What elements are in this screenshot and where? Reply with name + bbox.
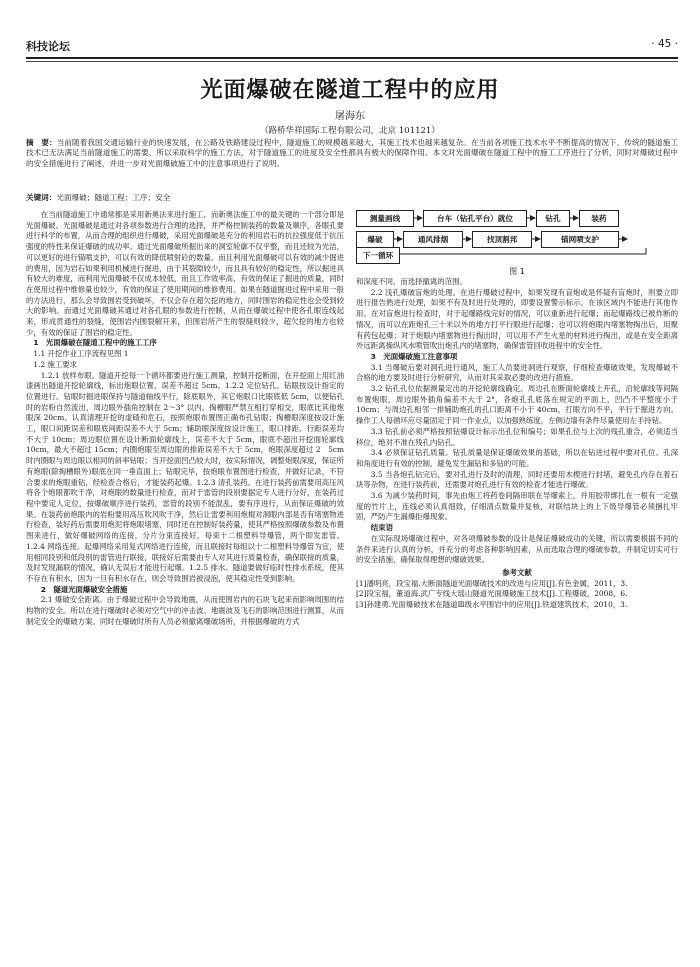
section-3-4-paragraph: 3.4 必须保证钻孔质量。钻孔质量是保证爆破效果的基础，所以在钻进过程中要对孔位、孔深和角度进行有效的控制，避免发生漏钻和多钻的可能。 [356, 448, 678, 468]
article-title: 光面爆破在隧道工程中的应用 [200, 78, 500, 103]
references-heading: 参考文献 [502, 567, 532, 577]
box-next-cycle: 下一循环 [356, 247, 400, 264]
section-3-5-paragraph: 3.5 当各炮孔钻完后，要对孔进行及时的清理，同时还要用木楔进行封堵，避免孔内存在着石块等杂物，在进行装药前，还需要对炮孔进行有效的检查才能进行爆破。 [356, 469, 678, 490]
box-drilling: 钻孔 [536, 210, 570, 227]
running-header [26, 38, 678, 56]
box-platform-position: 台车（钻孔平台）就位 [423, 210, 527, 227]
keywords [26, 193, 678, 203]
header-rule-thick [26, 57, 678, 59]
box-ventilation: 通风排烟 [403, 231, 463, 248]
figure-caption: 图 1 [509, 267, 525, 276]
journal-name: 科技论坛 [26, 40, 70, 53]
box-anchor-support: 锚网喷支护 [541, 231, 619, 248]
abstract [26, 138, 678, 169]
header-rule-thin [26, 61, 678, 62]
section-1-heading: 1 光面爆破在隧道工程中的施工工序 [33, 338, 157, 348]
section-2-2-paragraph: 2.2 浅孔爆破盲炮的处理。在进行爆破过程中，如果发现有盲炮或是怀疑有盲炮时，则要立即进行报告熟进行处理，如果不有及时进行处理的，即要设置警示标示，在该区域内不能进行其他作用。在对盲炮进行检查时，对于起爆路线完好的情况，可以重新进行起爆；而起爆路线已被炸断的情况，而可以在距炮孔三十米以外的地方打平行眼进行起爆；也可以将炮眼内堵塞物掏出后，用聚有药包起爆；对于炮眼内堵塞物进行掏出时，可以用不产生火星的材料进行掏出，或是在安全距离外远距离操纵风水喷管吹出炮孔内的堵塞物，确保雷管回收进程中的安全性。 [356, 287, 678, 351]
section-3-3-paragraph: 3.3 钻孔前必须严格按照钻爆设计标示出孔位和编号；如果孔位与上次的残孔重合，必须适当移位，绝对不准在残孔内钻孔。 [356, 426, 678, 447]
box-blasting: 爆破 [356, 231, 394, 248]
section-3-heading: 3 光面爆破施工注意事项 [370, 351, 458, 361]
section-2-1-paragraph: 2.1 爆破安全距离。由于爆破过程中会导致地震，从而使围岩内的石块飞起来而影响周围的结构物的安全。所以在进行爆破时必须对空气中的冲击波、地震波及飞石的影响范围进行测算，从而制定安全的爆破方案。同时在爆破时所有人员必须撤离爆破场所，并根据爆破的方式 [26, 595, 344, 626]
section-1-2-heading: 1.2 施工要求 [33, 359, 78, 369]
left-column [26, 210, 344, 948]
figure-1-flowchart [356, 210, 678, 264]
section-2-1-continued: 和深度不同，而选择撤离的范围。 [356, 277, 467, 286]
intro-paragraph: 在当前隧道施工中通常都是采用新奥法来进行施工，而新奥法施工中的最关键的一个部分即是光面爆破。光面爆破是通过对各项参数进行合理的选择，并严格控制装药的数量及顺序，各眼孔要进行科学的布置，从而合理的组织进行爆破，采用光面爆破是充分的利用岩石的抗拉强度低于抗压强度的特性来保证爆破的成功率。通过光面爆破所掘出来的洞室轮廓不仅平整，而且还较为光洁，可以更好的进行锚喷支护，可以有效的降低喷射砼的数量。而且利用光面爆破可以有效的减少掘进的费用，因为岩石如果利用机械进行掘进，由于其裂隙较少，而且具有较好的稳定性，所以掘进具有较大的难度，而利用光面爆破不仅成本较低，而且工作效率高，有效的保证了掘进的质量，同时在使用过程中维修量也较少，有效的保证了使用期间的维修费用。如果在隧道掘进过程中采用一般的方法进行，那么会导致围岩受到破坏，不仅会存在超欠挖的地方，同时围岩的稳定性也会受到较大的影响。而通过光面爆破其通过对各孔眼的参数进行控制，从而在爆破过程中使各孔眼连线起来，形成贯通性的裂缝，使围岩内围裂解开来，但围岩所产生的裂缝则较少，超欠挖的地方也较少，有效的保证了围岩的稳定性。 [26, 210, 344, 337]
section-3-1-paragraph: 3.1 当爆破后要对洞孔进行通风，施工人员要进洞进行观察，仔细检查爆破效果，发现爆破不合格的地方要及时进行分析研究，从而对其采取必要的改进行措施。 [356, 362, 678, 383]
page-number: · 45 · [651, 38, 678, 50]
conclusion-paragraph: 在实际现场爆破过程中，对各项爆破参数的设计是保证爆破成功的关键，所以需要根据不同的条件来进行认真的分析，并充分的考虑各种影响因素，从而选取合理的爆破参数，并制定切实可行的安全措施，确保取得理想的爆破效果。 [356, 533, 678, 565]
box-scaling: 找顶割邦 [472, 231, 532, 248]
reference-3: [3]孙建勇.光面爆破技术在隧道Ⅲ级水平围岩中的应用[J].铁道建筑技术，2010，3. [356, 600, 628, 610]
conclusion-heading: 结束语 [370, 523, 393, 533]
article-author: 屠海东 [335, 111, 365, 122]
reference-2: [2]段宝福，董道海.武广专线大瑶山隧道光面爆破施工技术[J].工程爆破，2008，6. [356, 589, 628, 599]
box-survey-marking: 测量画线 [356, 210, 414, 227]
article-affiliation: （路桥华祥国际工程有限公司，北京 101121） [260, 126, 440, 136]
reference-1: [1]潘明亮，段宝福.大断面隧道光面爆破技术的改进与应用[J].有色金属，2011，3. [356, 578, 628, 588]
section-2-heading: 2 隧道光面爆破安全措施 [40, 584, 128, 594]
section-3-2-paragraph: 3.2 钻孔孔位依据测量定出的开挖轮廓线确定。周边孔在断面轮廓线上开孔，沿轮廓线等间隔布置炮眼，周边眼外插角偏差不大于 2°，各炮孔孔底落在规定的平面上，凹凸不平整度小于 10cm；与周边孔相邻一排辅助炮孔的孔口距离不小于 40cm，打眼方向不平，平行于掘进方向。操作工人每循环应尽量固定于同一作业点，以加强熟练度，左侧边墙有条件尽量使用左手持钻。 [356, 384, 678, 426]
section-3-6-paragraph: 3.6 为减少装药时间，事先由炮工将药卷间隔串联在导爆索上，并用胶带绑扎在一根有一定强度的竹片上，连线必须认真细致，仔细清点数量并复核，对联结块上的上下级导爆管必须捆扎牢固，严防产生漏爆拒爆现象。 [356, 491, 678, 522]
keywords-label: 关键词： [26, 193, 57, 202]
abstract-label: 摘 要： [26, 138, 57, 147]
box-charging: 装药 [579, 210, 619, 227]
section-1-1-heading: 1.1 开挖作业工序流程见图 1 [33, 349, 129, 359]
section-1-2-paragraph: 1.2.1 放样布眼。隧道开挖每一个循环都要进行施工测量，控制开挖断面，在开挖面上用红油漆画出隧道开挖轮廓线，标出炮眼位置，误差不超过 5cm。1.2.2 定位钻孔。钻眼按设计指定的位置进行。钻眼时掘进眼保持与隧道轴线平行，除底眼外，其它炮眼口比眼底低 5cm，以便钻孔时的岩粉自然流出，周边眼外插角控制在 2～3° 以内。掏槽眼严禁互相打穿相交，眼底比其他炮眼深 20cm。认真清理开挖的虚碴和危石，按照炮眼布置图正确布孔钻眼；掏槽眼深度按设计施工，眼口间距误差和眼底间距误差不大于 5cm；辅助眼深度按设计施工，眼口排距、行距误差均不大于 10cm；周边眼位置在设计断面轮廓线上，误差不大于 5cm，眼底不超出开挖面轮廓线 10cm，最大不超过 15cm；内圈炮眼至周边眼的排距误差不大于 5cm，炮眼深度超过 2 5cm 时内圈眼与周边眼以相同的斜率钻眼；当开挖面凹凸较大时，按实际情况，调整炮眼深度，保证所有炮眼(除掏槽眼外)眼底在同一垂直面上；钻眼完毕，按炮眼布置图进行检查，并做好记录，不符合要求的炮眼重钻，经检查合格后，才能装药起爆。1.2.3 清孔装药。在进行装药前需要用高压风将各个炮眼都吹干净，对炮眼的数量进行检查，而对于雷管的段别要据定专人进行分好，在装药过程中要定人定位，按爆破顺序进行装药，雷管的段别不能混乱，要有序进行，从而保证爆破的效果。在装药前炮眼内的岩粉要用高压吹风吹干净，然后让雷要利用炮棍对洞眼内部是否有堵塞物进行检查，装好药后需要用炮泥将炮眼堵塞，同时还在控制好装药量，使其严格按照爆破参数及布置图来进行，做好爆破网络的连接，分片分束连接好，每束十二根塑料导爆管，两个即发雷管。1.2.4 网络连接。起爆网络采用复式网络进行连接，而且联接时每组以十二根塑料导爆管为宜，使用相同段别和低段别的雷管进行联接，联接好后需要由专人对其进行质量检查，确保联接的质量，及时发现漏联的情况，确认无误后才能进行起爆。1.2.5 排水。隧道要做好临时性排水系统，使其不存在有积水，因为一旦有积水存在，则会导致围岩被浸泡，使其稳定性受到影响。 [26, 370, 344, 583]
abstract-text: 当前随着我国交通运输行业的快速发展，在公路及铁路建设过程中，隧道施工的规模越来越大，其施工技术也越来越复杂。在当前各项施工技术水平不断提高的情况下，传统的隧道施工技术已无法满足当前隧道施工的需要，所以采取科学的施工方法，对于隧道施工的进度及安全性都具有极大的保障作用。本文对光面爆破在隧道工程中的施工工序进行了分析，同时对爆破过程中的安全措施进行了阐述，并进一步对光面爆破施工中的注意事项进行了说明。 [26, 138, 678, 168]
keywords-text: 光面爆破；隧道工程；工序；安全 [56, 193, 171, 202]
right-column [356, 277, 678, 948]
